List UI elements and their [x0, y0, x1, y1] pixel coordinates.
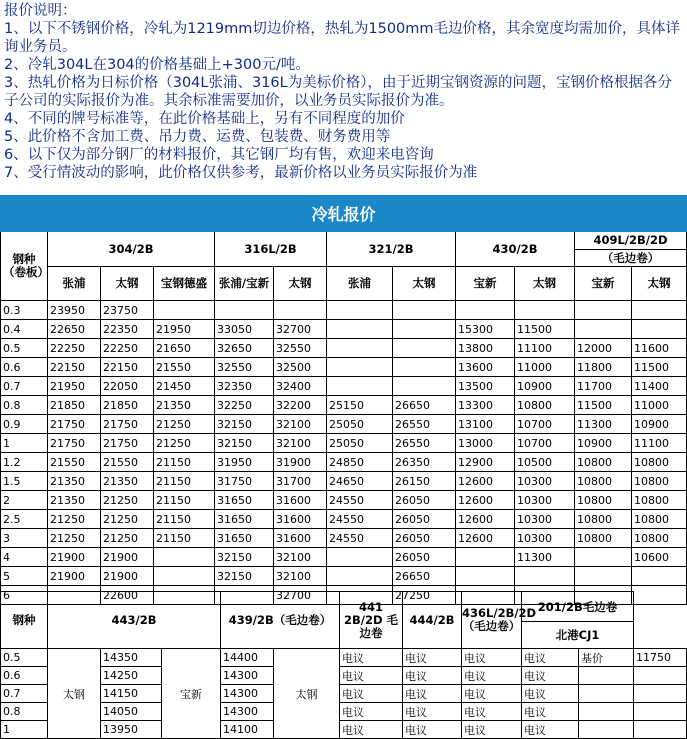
thickness-cell: 1.2 [1, 453, 48, 472]
price-cell [456, 567, 515, 586]
mill-header: 宝钢德盛 [154, 267, 215, 301]
specialty-grade-body [1, 649, 687, 739]
price-cell [393, 301, 456, 320]
mill-header: 宝新 [575, 267, 632, 301]
price-cell: 27250 [393, 586, 456, 605]
table-row [1, 685, 687, 703]
thickness-cell: 0.8 [1, 396, 48, 415]
table-row [1, 320, 687, 339]
price-cell: 32100 [274, 548, 327, 567]
price-cell: 31600 [274, 510, 327, 529]
price-cell: 21950 [154, 320, 215, 339]
price-cell: 10500 [515, 453, 575, 472]
price-cell [515, 567, 575, 586]
price-cell: 32350 [215, 377, 274, 396]
notes-heading: 报价说明： [4, 3, 77, 19]
price-cell: 25050 [327, 434, 393, 453]
mill-header: 太钢 [393, 267, 456, 301]
price-cell: 21250 [101, 491, 154, 510]
price-cell [575, 548, 632, 567]
price-cell: 22250 [48, 339, 101, 358]
mill-cell: 太钢 [48, 649, 101, 739]
price-cell: 11400 [632, 377, 687, 396]
thickness-cell: 4 [1, 548, 48, 567]
table-row [1, 339, 687, 358]
grade-409l-header: 409L/2B/2D （毛边卷） [575, 232, 687, 267]
price-cell: 21900 [48, 567, 101, 586]
note-line-6: 6、以下仅为部分钢厂的材料报价，其它钢厂均有售，欢迎来电咨询 [4, 147, 434, 163]
mill-header: 宝新 [456, 267, 515, 301]
price-cell: 31600 [274, 529, 327, 548]
price-cell: 12600 [456, 510, 515, 529]
price-cell: 电议 [462, 649, 522, 667]
table-row [1, 396, 687, 415]
price-cell: 21750 [101, 415, 154, 434]
price-cell: 21350 [48, 491, 101, 510]
price-cell [515, 301, 575, 320]
price-cell: 14300 [221, 703, 274, 721]
price-cell: 32550 [274, 339, 327, 358]
price-cell: 10800 [632, 453, 687, 472]
price-cell: 10800 [575, 453, 632, 472]
price-cell [327, 339, 393, 358]
price-cell: 电议 [403, 703, 462, 721]
price-cell: 电议 [403, 721, 462, 739]
price-cell: 10800 [632, 529, 687, 548]
grade-321-header: 321/2B [327, 232, 456, 267]
price-cell: 10300 [515, 510, 575, 529]
price-cell [456, 548, 515, 567]
price-cell: 21750 [48, 434, 101, 453]
cold-rolled-body [1, 301, 687, 605]
note-line-5: 5、此价格不含加工费、吊力费、运费、包装费、财务费用等 [4, 129, 391, 145]
mill-header: 太钢 [274, 267, 327, 301]
price-cell [327, 358, 393, 377]
price-cell: 电议 [403, 649, 462, 667]
price-cell: 21750 [48, 415, 101, 434]
price-cell [393, 339, 456, 358]
price-cell: 21950 [48, 377, 101, 396]
price-cell: 11600 [632, 339, 687, 358]
price-cell: 21450 [154, 377, 215, 396]
price-cell: 26350 [393, 453, 456, 472]
price-cell: 电议 [522, 721, 579, 739]
table-row [1, 472, 687, 491]
thickness-cell: 0.3 [1, 301, 48, 320]
price-cell: 电议 [462, 721, 522, 739]
price-cell: 22050 [101, 377, 154, 396]
price-cell [393, 377, 456, 396]
price-cell: 22650 [48, 320, 101, 339]
price-cell: 10800 [632, 491, 687, 510]
price-cell: 21550 [101, 453, 154, 472]
price-cell: 26050 [393, 491, 456, 510]
steel-grade-header-2: 钢种 [1, 592, 48, 649]
price-cell: 电议 [522, 703, 579, 721]
price-cell: 10600 [632, 548, 687, 567]
price-cell: 10300 [515, 491, 575, 510]
price-cell: 31700 [274, 472, 327, 491]
price-notes [4, 2, 684, 182]
price-cell: 21250 [154, 415, 215, 434]
price-cell [634, 667, 687, 685]
price-cell: 电议 [403, 667, 462, 685]
price-cell: 26550 [393, 415, 456, 434]
table-row [1, 649, 687, 667]
price-cell: 电议 [403, 685, 462, 703]
price-cell: 24550 [327, 529, 393, 548]
table-row [1, 434, 687, 453]
price-cell: 11800 [575, 358, 632, 377]
grade-439-header: 439/2B（毛边卷） [221, 592, 340, 649]
price-cell: 24550 [327, 491, 393, 510]
price-cell: 21150 [154, 491, 215, 510]
specialty-grade-price-table [0, 591, 687, 739]
price-cell: 21150 [154, 529, 215, 548]
price-cell: 22350 [101, 320, 154, 339]
mill-header: 张浦 [327, 267, 393, 301]
price-cell: 12000 [575, 339, 632, 358]
note-line-4: 4、不同的牌号标准等，在此价格基础上，另有不同程度的加价 [4, 111, 405, 127]
price-cell: 10800 [515, 396, 575, 415]
price-cell: 32400 [274, 377, 327, 396]
grade-304-header: 304/2B [48, 232, 215, 267]
price-cell: 32700 [274, 320, 327, 339]
price-cell: 11500 [632, 358, 687, 377]
price-cell: 电议 [522, 685, 579, 703]
price-cell: 32250 [215, 396, 274, 415]
grade-430-header: 430/2B [456, 232, 575, 267]
price-cell [575, 320, 632, 339]
grade-444-header: 444/2B [403, 592, 462, 649]
thickness-cell: 1 [1, 434, 48, 453]
price-cell: 14100 [221, 721, 274, 739]
table-row [1, 548, 687, 567]
table-row [1, 703, 687, 721]
price-cell [274, 301, 327, 320]
price-cell: 14300 [221, 667, 274, 685]
grade-316l-header: 316L/2B [215, 232, 327, 267]
mill-header-row [1, 267, 687, 301]
table-row [1, 415, 687, 434]
price-cell: 26050 [393, 529, 456, 548]
price-cell: 15300 [456, 320, 515, 339]
price-cell [632, 301, 687, 320]
price-cell: 14250 [101, 667, 162, 685]
price-cell: 32650 [215, 339, 274, 358]
price-cell: 32150 [215, 434, 274, 453]
table-row [1, 567, 687, 586]
price-cell: 26650 [393, 396, 456, 415]
price-cell: 10900 [515, 377, 575, 396]
price-cell: 32550 [215, 358, 274, 377]
price-cell: 32100 [274, 567, 327, 586]
thickness-cell: 0.7 [1, 685, 48, 703]
price-cell: 21150 [154, 453, 215, 472]
price-cell: 11000 [632, 396, 687, 415]
price-cell: 10900 [575, 434, 632, 453]
price-cell: 32100 [274, 434, 327, 453]
price-cell: 26050 [393, 548, 456, 567]
price-cell: 32150 [215, 548, 274, 567]
price-cell: 31650 [215, 510, 274, 529]
price-cell: 电议 [340, 667, 403, 685]
price-cell: 11700 [575, 377, 632, 396]
price-cell: 电议 [462, 667, 522, 685]
note-line-2: 2、冷轧304L在304的价格基础上+300元/吨。 [4, 57, 310, 73]
price-cell: 10700 [515, 434, 575, 453]
price-cell: 21850 [48, 396, 101, 415]
mill-cell: 宝新 [162, 649, 221, 739]
price-cell: 10700 [515, 415, 575, 434]
price-cell: 10800 [575, 491, 632, 510]
price-cell: 12600 [456, 472, 515, 491]
price-cell: 21250 [48, 510, 101, 529]
price-cell: 14350 [101, 649, 162, 667]
price-cell: 电议 [340, 721, 403, 739]
thickness-cell: 0.7 [1, 377, 48, 396]
price-cell: 14400 [221, 649, 274, 667]
price-cell [634, 721, 687, 739]
price-cell: 13500 [456, 377, 515, 396]
price-cell [215, 301, 274, 320]
price-cell [327, 548, 393, 567]
price-cell: 10300 [515, 529, 575, 548]
price-cell: 25150 [327, 396, 393, 415]
price-cell: 11100 [515, 339, 575, 358]
price-cell: 31900 [274, 453, 327, 472]
price-cell: 电议 [340, 703, 403, 721]
table-row [1, 301, 687, 320]
price-cell: 21250 [101, 510, 154, 529]
price-cell: 10300 [515, 472, 575, 491]
price-cell: 21350 [154, 396, 215, 415]
price-cell: 21900 [101, 548, 154, 567]
price-cell: 13950 [101, 721, 162, 739]
price-cell: 21550 [154, 358, 215, 377]
thickness-cell: 6 [1, 586, 48, 605]
price-cell [327, 301, 393, 320]
price-cell: 24550 [327, 510, 393, 529]
price-cell: 31600 [274, 491, 327, 510]
note-line-1: 1、以下不锈钢价格，冷轧为1219mm切边价格，热轧为1500mm毛边价格，其余宽度均需加价，具体详询业务员。 [4, 21, 681, 55]
price-cell: 21650 [154, 339, 215, 358]
price-cell [634, 685, 687, 703]
price-cell: 23950 [48, 301, 101, 320]
grade-443-header: 443/2B [48, 592, 221, 649]
price-cell: 26050 [393, 510, 456, 529]
price-cell [154, 567, 215, 586]
price-cell: 12600 [456, 529, 515, 548]
price-cell: 21550 [48, 453, 101, 472]
price-cell: 11750 [634, 649, 687, 667]
price-cell: 23750 [101, 301, 154, 320]
price-cell: 21150 [154, 472, 215, 491]
price-cell [579, 703, 634, 721]
price-cell [327, 377, 393, 396]
price-cell [632, 320, 687, 339]
price-cell: 21900 [48, 548, 101, 567]
thickness-cell: 0.4 [1, 320, 48, 339]
price-cell [327, 320, 393, 339]
mill-header: 太钢 [632, 267, 687, 301]
table-row [1, 453, 687, 472]
price-cell: 11100 [632, 434, 687, 453]
price-cell: 11500 [515, 320, 575, 339]
thickness-cell: 0.5 [1, 649, 48, 667]
price-cell: 32500 [274, 358, 327, 377]
thickness-cell: 3 [1, 529, 48, 548]
price-cell: 24850 [327, 453, 393, 472]
price-cell: 32200 [274, 396, 327, 415]
price-cell: 26550 [393, 434, 456, 453]
price-cell: 22600 [101, 586, 154, 605]
price-cell: 31650 [215, 529, 274, 548]
price-cell: 11300 [575, 415, 632, 434]
price-cell: 21350 [101, 472, 154, 491]
price-cell: 22250 [101, 339, 154, 358]
price-cell: 13000 [456, 434, 515, 453]
price-cell [579, 685, 634, 703]
price-cell: 电议 [522, 667, 579, 685]
thickness-cell: 5 [1, 567, 48, 586]
price-cell: 21750 [101, 434, 154, 453]
price-cell: 13300 [456, 396, 515, 415]
table-row [1, 667, 687, 685]
price-cell: 21350 [48, 472, 101, 491]
price-cell [579, 721, 634, 739]
price-cell: 电议 [340, 685, 403, 703]
table-row [1, 529, 687, 548]
table-row [1, 721, 687, 739]
mill-header: 张浦/宝新 [215, 267, 274, 301]
price-cell: 14150 [101, 685, 162, 703]
thickness-cell: 0.8 [1, 703, 48, 721]
thickness-cell: 1 [1, 721, 48, 739]
mill-header: 太钢 [101, 267, 154, 301]
table-row [1, 491, 687, 510]
note-line-7: 7、受行情波动的影响，此价格仅供参考，最新价格以业务员实际报价为准 [4, 165, 478, 181]
price-cell: 21900 [101, 567, 154, 586]
price-cell: 11300 [515, 548, 575, 567]
price-cell: 21250 [48, 529, 101, 548]
price-cell: 13800 [456, 339, 515, 358]
thickness-cell: 0.9 [1, 415, 48, 434]
price-cell: 12600 [456, 491, 515, 510]
price-cell: 11500 [575, 396, 632, 415]
price-cell: 22150 [101, 358, 154, 377]
price-cell: 基价 [579, 649, 634, 667]
price-cell: 10800 [575, 510, 632, 529]
price-cell [154, 548, 215, 567]
price-cell [579, 667, 634, 685]
price-cell [575, 567, 632, 586]
price-cell: 12900 [456, 453, 515, 472]
price-cell: 31650 [215, 491, 274, 510]
price-cell: 26650 [393, 567, 456, 586]
price-cell: 10900 [632, 415, 687, 434]
price-cell: 24650 [327, 472, 393, 491]
grade-441-header: 441 2B/2D 毛边卷 [340, 592, 403, 649]
price-cell: 32100 [274, 415, 327, 434]
price-cell [393, 358, 456, 377]
price-cell: 26150 [393, 472, 456, 491]
price-cell [632, 567, 687, 586]
price-cell: 电议 [462, 703, 522, 721]
price-cell: 13600 [456, 358, 515, 377]
price-cell: 11000 [515, 358, 575, 377]
price-cell [634, 703, 687, 721]
price-cell: 10800 [575, 472, 632, 491]
price-cell: 14300 [221, 685, 274, 703]
table-row [1, 358, 687, 377]
cold-rolled-title: 冷轧报价 [1, 196, 687, 232]
price-cell: 25050 [327, 415, 393, 434]
price-cell: 22150 [48, 358, 101, 377]
price-cell: 电议 [340, 649, 403, 667]
thickness-cell: 2.5 [1, 510, 48, 529]
price-cell: 电议 [462, 685, 522, 703]
note-line-3: 3、热轧价格为日标价格（304L张浦、316L为美标价格），由于近期宝钢资源的问题，宝钢价格根据各分子公司的实际报价为准。其余标准需要加价，以业务员实际报价为准。 [4, 75, 672, 109]
price-cell: 32150 [215, 567, 274, 586]
price-cell [393, 320, 456, 339]
thickness-cell: 0.6 [1, 667, 48, 685]
thickness-cell: 2 [1, 491, 48, 510]
mill-header: 太钢 [515, 267, 575, 301]
table-row [1, 377, 687, 396]
price-cell: 电议 [522, 649, 579, 667]
price-cell: 32150 [215, 415, 274, 434]
grade-436l-header: 436L/2B/2D （毛边卷） [462, 592, 522, 649]
price-cell: 10800 [575, 529, 632, 548]
steel-grade-header: 钢种（卷板） [1, 232, 48, 301]
table-row [1, 510, 687, 529]
cold-rolled-price-table [0, 195, 687, 605]
price-cell [327, 567, 393, 586]
thickness-cell: 1.5 [1, 472, 48, 491]
price-cell: 10800 [632, 510, 687, 529]
price-cell [575, 301, 632, 320]
price-cell: 31950 [215, 453, 274, 472]
price-cell: 21250 [101, 529, 154, 548]
price-cell: 33050 [215, 320, 274, 339]
price-cell: 32700 [274, 586, 327, 605]
grade-201-header: 201/2B毛边卷 [522, 592, 634, 622]
price-cell: 21850 [101, 396, 154, 415]
mill-cell: 太钢 [274, 649, 340, 739]
price-cell: 14050 [101, 703, 162, 721]
price-cell [456, 301, 515, 320]
price-cell: 31750 [215, 472, 274, 491]
mill-header: 张浦 [48, 267, 101, 301]
price-cell: 13100 [456, 415, 515, 434]
price-cell: 10800 [632, 472, 687, 491]
price-cell [154, 301, 215, 320]
price-cell: 21150 [154, 510, 215, 529]
thickness-cell: 0.6 [1, 358, 48, 377]
thickness-cell: 0.5 [1, 339, 48, 358]
grade-201-mill: 北港CJ1 [522, 622, 634, 649]
price-cell: 21250 [154, 434, 215, 453]
